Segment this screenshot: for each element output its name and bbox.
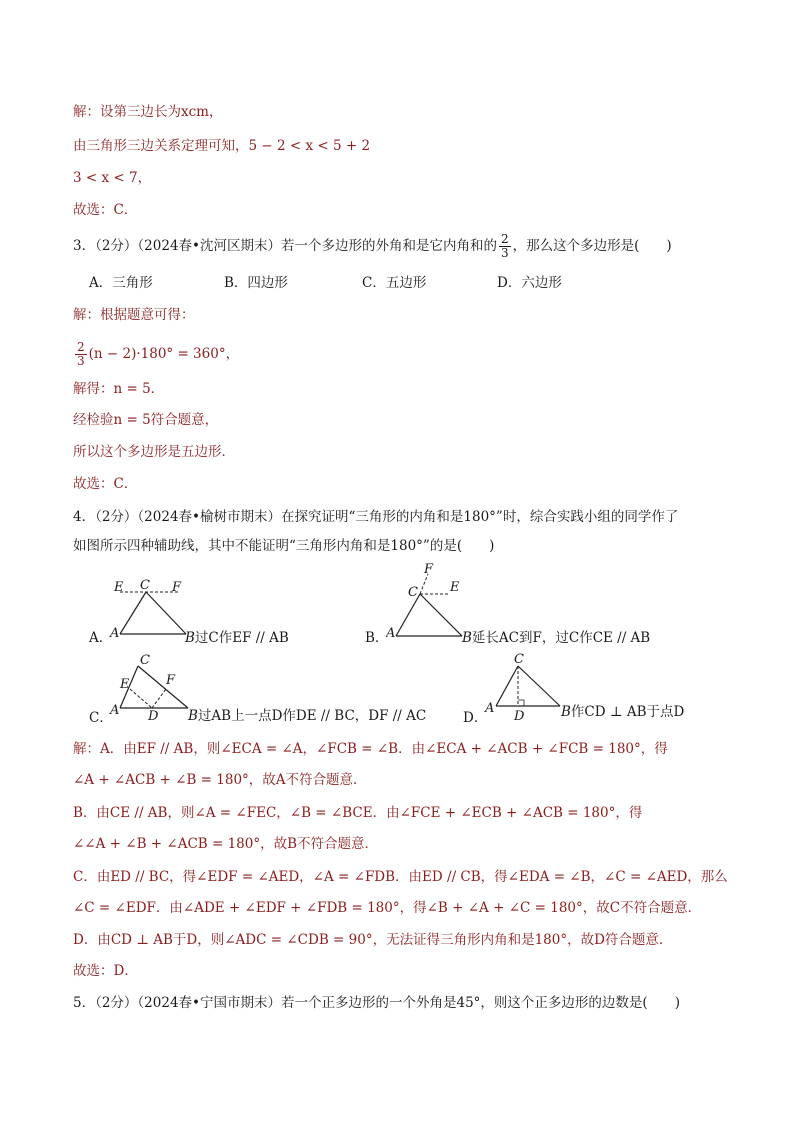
point-a-label: A [485,701,495,716]
point-c-label: C [140,653,150,668]
solution-line: ∠∠A + ∠B + ∠ACB = 180°，故B不符合题意． [73,836,379,852]
solution-line: 解得：n = 5． [73,381,165,397]
fraction-numerator: 2 [77,340,85,354]
option-d: D．六边形 [497,275,562,291]
point-e-label: E [450,580,460,595]
question-3 [73,233,672,260]
point-f-label: F [424,562,434,577]
solution-line: ∠C = ∠EDF．由∠ADE + ∠EDF + ∠FDB = 180°，得∠B + ∠A + ∠C = 180°，故C不符合题意． [73,900,702,916]
point-f-label: F [166,673,176,688]
figure-c-text: 过AB上一点D作DE // BC，DF // AC [197,708,427,724]
figure-a-text: 过C作EF // AB [194,630,289,646]
solution-line: 解：设第三边长为xcm， [73,104,223,120]
point-d-label: D [514,709,525,724]
fraction-numerator: 2 [501,232,509,246]
point-b-label: B [462,630,472,646]
point-c-label: C [514,652,524,667]
point-f-label: F [172,580,182,595]
fraction [75,341,87,368]
solution-line: D．由CD ⊥ AB于D，则∠ADC = ∠CDB = 90°，无法证得三角形内角和是180°，故D符合题意． [73,932,673,948]
figure-b-caption [462,628,650,648]
fraction-denominator: 3 [77,354,85,368]
figure-d-caption [561,702,684,722]
point-b-label: B [185,630,195,646]
figure-b-label: B． [365,630,389,646]
point-a-label: A [110,626,120,641]
point-a-label: A [110,703,120,718]
question-text-tail: ，那么这个多边形是( ) [512,238,672,254]
solution-line: C．由ED // BC，得∠EDF = ∠AED，∠A = ∠FDB．由ED // CB，得∠EDA = ∠B，∠C = ∠AED，那么 [73,869,728,885]
equation: (n − 2)·180° = 360°， [88,346,240,362]
point-c-label: C [408,585,418,600]
solution-line [73,341,239,368]
figure-c-label: C． [89,710,113,726]
point-c-label: C [140,578,150,593]
solution-line: 故选：C． [73,202,138,218]
figure-d-text: 作CD ⊥ AB于点D [570,704,685,720]
figure-b-text: 延长AC到F，过C作CE // AB [471,630,651,646]
solution-line: ∠A + ∠ACB + ∠B = 180°，故A不符合题意． [73,772,367,788]
question-5: 5．（2分）（2024春•宁国市期末）若一个正多边形的一个外角是45°，则这个正多边形的边数是( ) [73,995,680,1011]
fraction [499,233,511,260]
solution-line: 3 < x < 7， [73,170,152,186]
question-text: 3．（2分）（2024春•沈河区期末）若一个多边形的外角和是它内角和的 [73,238,497,254]
solution-line: 故选：C． [73,476,138,492]
question-4-line2: 如图所示四种辅助线，其中不能证明“三角形内角和是180°”的是( ) [73,538,495,554]
solution-line: 解：根据题意可得： [73,307,195,323]
point-d-label: D [148,709,159,724]
option-a: A．三角形 [89,275,153,291]
point-b-label: B [188,708,198,724]
figure-c-caption [188,706,426,726]
option-c: C．五边形 [362,275,427,291]
solution-line: 解：A．由EF // AB，则∠ECA = ∠A，∠FCB = ∠B．由∠ECA + ∠ACB + ∠FCB = 180°，得 [73,741,668,757]
option-b: B．四边形 [224,275,288,291]
figure-a-label: A． [89,630,113,646]
figure-d-label: D． [463,710,488,726]
solution-line: 经检验n = 5符合题意， [73,412,219,428]
solution-line: B．由CE // AB，则∠A = ∠FEC，∠B = ∠BCE．由∠FCE + ∠ECB + ∠ACB = 180°，得 [73,805,643,821]
solution-line: 所以这个多边形是五边形． [73,444,235,460]
figure-a-caption [185,628,289,648]
point-e-label: E [114,580,124,595]
point-e-label: E [120,677,130,692]
fraction-denominator: 3 [501,246,509,260]
solution-line: 由三角形三边关系定理可知，5 − 2 < x < 5 + 2 [73,138,371,154]
question-4-line1: 4．（2分）（2024春•榆树市期末）在探究证明“三角形的内角和是180°”时，综合实践小组的同学作了 [73,509,679,525]
solution-line: 故选：D． [73,963,138,979]
point-b-label: B [561,704,571,720]
point-a-label: A [386,626,396,641]
